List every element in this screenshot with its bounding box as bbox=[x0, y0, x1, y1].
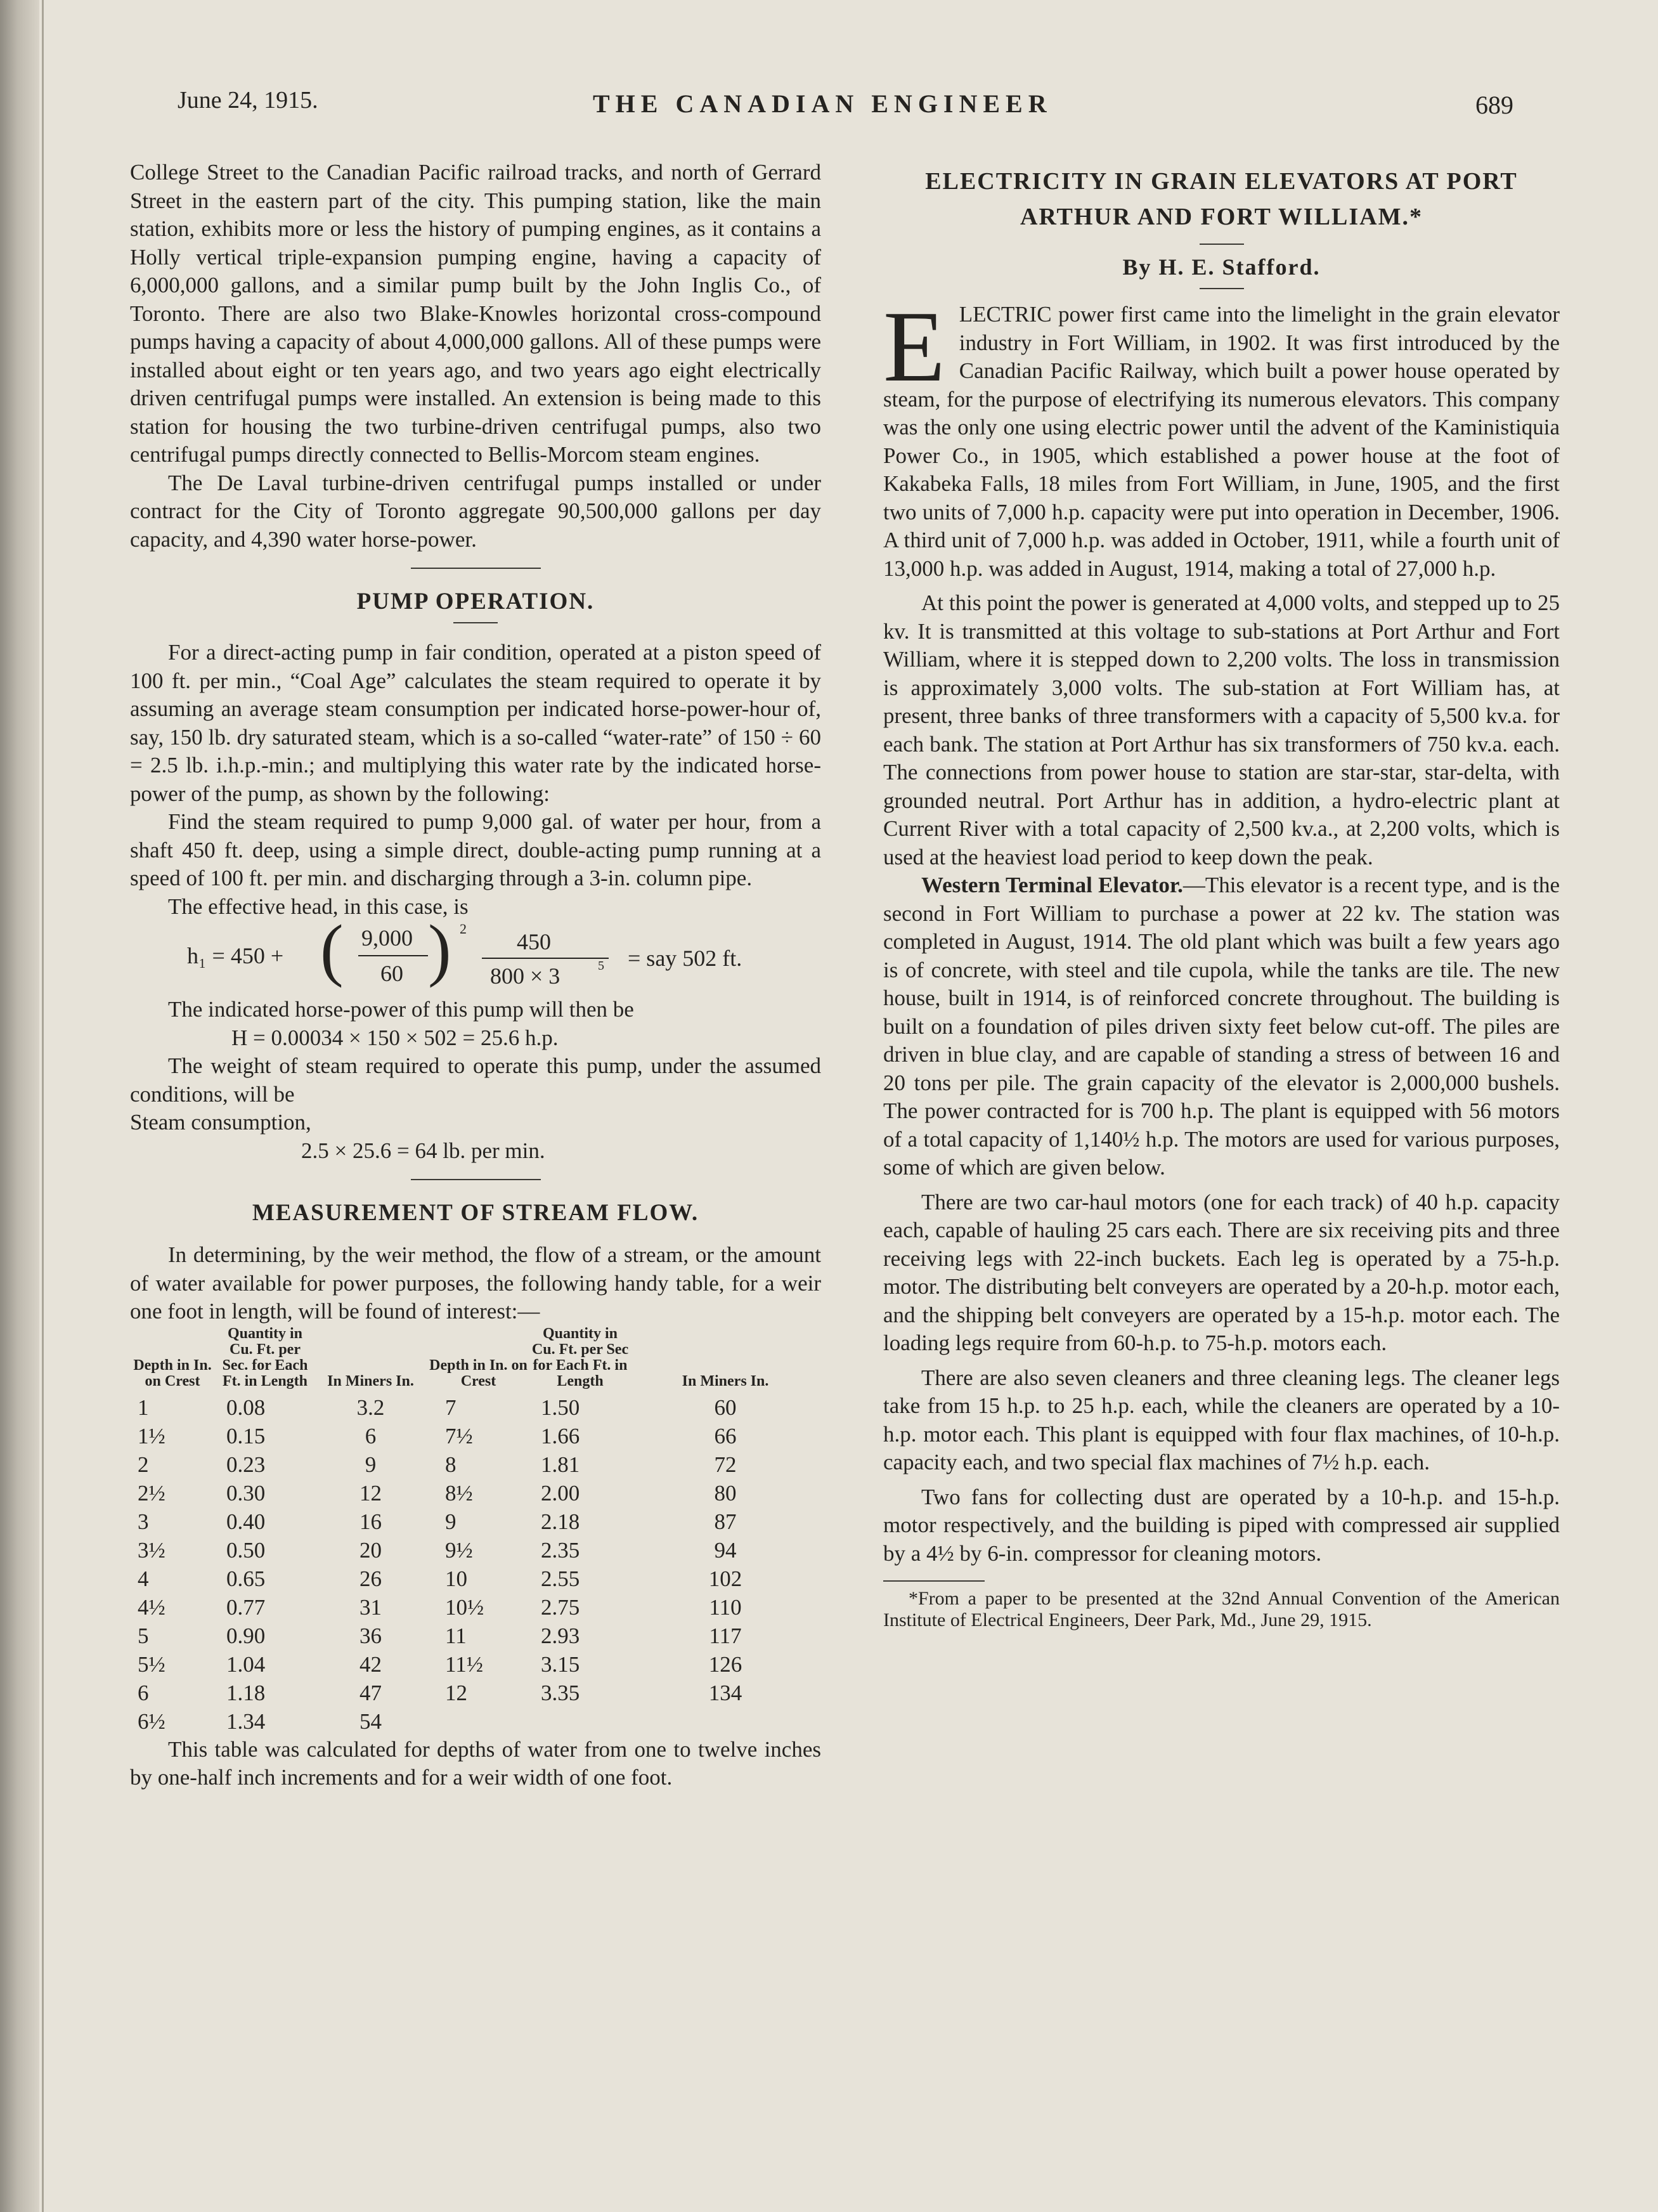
weir-table bbox=[130, 1326, 821, 1736]
cell-depth-1: 2 bbox=[138, 1452, 149, 1477]
journal-title: THE CANADIAN ENGINEER bbox=[593, 89, 1052, 118]
formula-exponent: 2 bbox=[460, 921, 467, 937]
cell-quantity-1: 0.23 bbox=[226, 1452, 266, 1477]
cell-miners-2: 80 bbox=[714, 1480, 737, 1506]
page-header bbox=[0, 81, 1658, 132]
article-paragraph-3 bbox=[883, 871, 1560, 1182]
cell-quantity-1: 0.30 bbox=[226, 1480, 266, 1506]
cell-depth-2: 7 bbox=[445, 1395, 457, 1420]
table-row bbox=[130, 1536, 821, 1565]
cell-miners-1: 20 bbox=[359, 1537, 382, 1563]
table-row bbox=[130, 1593, 821, 1622]
cell-miners-2: 60 bbox=[714, 1395, 737, 1420]
cell-miners-2: 66 bbox=[714, 1423, 737, 1448]
cell-miners-1: 54 bbox=[359, 1708, 382, 1734]
cell-quantity-2: 2.18 bbox=[541, 1509, 580, 1534]
cell-miners-2: 87 bbox=[714, 1509, 737, 1534]
table-row bbox=[130, 1650, 821, 1679]
footnote-rule bbox=[883, 1580, 985, 1582]
intro-paragraph-1: College Street to the Canadian Pacific railroad tracks, and north of Gerrard Street in the eastern part of the city. This pumping station, like the main station, exhibits more or less the history of pumping engines, as it contains a Holly vertical triple-expansion pumping engine, having a capacity of 6,000,000 gallons, and a similar pump built by the John Inglis Co., of Toronto. There are also two Blake-Knowles horizontal cross-compound pumps having a capacity of about 4,000,000 gallons. All of these pumps were installed about eight or ten years ago, and two years ago eight electrically driven centrifugal pumps were installed. An extension is being made to this station for housing the two turbine-driven centrifugal pumps, also two centrifugal pumps directly connected to Bellis-Morcom steam engines. bbox=[130, 160, 821, 467]
cell-miners-1: 3.2 bbox=[356, 1395, 385, 1420]
article-paragraph-4: There are two car-haul motors (one for each track) of 40 h.p. capacity each, capable of hauling 25 cars each. There are six receiving pits and three receiving legs with 22-inch buckets. Each leg is operated by a 75-h.p. motor. The distributing belt conveyers are operated by a 20-h.p. motor each, and the shipping belt conveyers are operated by a 15-h.p. motor each. The loading legs require from 60-h.p. to 75-h.p. motors each. bbox=[883, 1189, 1560, 1355]
col-header-quantity-1: Quantity in Cu. Ft. per Sec. for Each Ft. in Length bbox=[222, 1325, 308, 1389]
pump-paragraph-2: Find the steam required to pump 9,000 gal. of water per hour, from a shaft 450 ft. deep, using a simple direct, double-acting pump running at a speed of 100 ft. per min. and discharging through a 3-in. column pipe. bbox=[130, 809, 821, 890]
formula-frac1-num: 9,000 bbox=[361, 925, 413, 951]
col-header-depth-1: Depth in In. on Crest bbox=[133, 1356, 212, 1389]
formula-frac2-bar bbox=[482, 958, 609, 959]
formula-close-paren: ) bbox=[428, 911, 451, 988]
cell-quantity-1: 1.04 bbox=[226, 1651, 266, 1677]
cell-depth-2: 10 bbox=[445, 1566, 467, 1591]
cell-quantity-1: 0.90 bbox=[226, 1623, 266, 1648]
cell-quantity-2: 2.55 bbox=[541, 1566, 580, 1591]
weir-table-header bbox=[130, 1326, 821, 1393]
cell-depth-2: 9 bbox=[445, 1509, 457, 1534]
cell-miners-1: 12 bbox=[359, 1480, 382, 1506]
gutter-edge bbox=[42, 0, 44, 2212]
cell-depth-2: 10½ bbox=[445, 1594, 484, 1620]
formula-frac1-den: 60 bbox=[380, 961, 403, 986]
cell-depth-1: 3½ bbox=[138, 1537, 165, 1563]
formula-frac2-num: 450 bbox=[517, 929, 551, 954]
cell-quantity-2: 1.81 bbox=[541, 1452, 580, 1477]
cell-miners-1: 47 bbox=[359, 1680, 382, 1705]
cell-quantity-1: 0.08 bbox=[226, 1395, 266, 1420]
cell-depth-2: 12 bbox=[445, 1680, 467, 1705]
footnote: *From a paper to be presented at the 32nd Annual Convention of the American Institute of Electrical Engineers, Deer Park, Md., June 29, 1915. bbox=[883, 1588, 1560, 1630]
col-header-miners-1: In Miners In. bbox=[327, 1372, 414, 1389]
pump-paragraph-4: The indicated horse-power of this pump will then be bbox=[168, 997, 634, 1022]
table-row bbox=[130, 1679, 821, 1707]
cell-miners-2: 94 bbox=[714, 1537, 737, 1563]
cell-miners-2: 72 bbox=[714, 1452, 737, 1477]
cell-miners-1: 6 bbox=[365, 1423, 377, 1448]
right-column bbox=[883, 164, 1560, 1631]
drop-cap: E bbox=[883, 290, 945, 403]
cell-depth-2 bbox=[426, 1707, 531, 1736]
horsepower-equation: H = 0.00034 × 150 × 502 = 25.6 h.p. bbox=[231, 1025, 559, 1050]
table-row bbox=[130, 1393, 821, 1422]
weir-table-body bbox=[130, 1393, 821, 1736]
cell-miners-1: 26 bbox=[359, 1566, 382, 1591]
table-row bbox=[130, 1422, 821, 1450]
article-byline: By H. E. Stafford. bbox=[1122, 254, 1321, 280]
pump-paragraph-6: Steam consumption, bbox=[130, 1110, 311, 1135]
cell-depth-2: 9½ bbox=[445, 1537, 473, 1563]
cell-depth-1: 6 bbox=[138, 1680, 149, 1705]
formula-rhs: = say 502 ft. bbox=[628, 946, 742, 971]
table-row bbox=[130, 1450, 821, 1479]
article-paragraph-1 bbox=[883, 290, 1560, 583]
cell-quantity-2: 1.66 bbox=[541, 1423, 580, 1448]
cell-depth-2: 11½ bbox=[445, 1651, 483, 1677]
cell-depth-1: 4½ bbox=[138, 1594, 165, 1620]
cell-quantity-1: 1.34 bbox=[226, 1708, 266, 1734]
stream-paragraph-1: In determining, by the weir method, the flow of a stream, or the amount of water available for power purposes, the following handy table, for a weir one foot in length, will be found of interest:— bbox=[130, 1242, 821, 1324]
cell-depth-1: 1 bbox=[138, 1395, 149, 1420]
cell-depth-1: 2½ bbox=[138, 1480, 165, 1506]
cell-depth-1: 4 bbox=[138, 1566, 149, 1591]
cell-depth-1: 3 bbox=[138, 1509, 149, 1534]
article-title: ELECTRICITY IN GRAIN ELEVATORS AT PORT ARTHUR AND FORT WILLIAM.* bbox=[925, 168, 1518, 230]
stream-flow-heading: MEASUREMENT OF STREAM FLOW. bbox=[252, 1200, 699, 1226]
table-row bbox=[130, 1565, 821, 1593]
western-terminal-lead: Western Terminal Elevator. bbox=[921, 873, 1183, 897]
cell-miners-2: 102 bbox=[708, 1566, 742, 1591]
table-row bbox=[130, 1622, 821, 1650]
binding-gutter bbox=[0, 0, 39, 2212]
cell-miners-1: 31 bbox=[359, 1594, 382, 1620]
cell-miners-1: 16 bbox=[359, 1509, 382, 1534]
steam-equation: 2.5 × 25.6 = 64 lb. per min. bbox=[301, 1138, 545, 1163]
cell-quantity-2: 2.00 bbox=[541, 1480, 580, 1506]
intro-paragraph-2: The De Laval turbine-driven centrifugal pumps installed or under contract for the City of Toronto aggregate 90,500,000 gallons per day capacity, and 4,390 water horse-power. bbox=[130, 470, 821, 552]
formula-open-paren: ( bbox=[320, 911, 344, 988]
cell-quantity-2: 3.35 bbox=[541, 1680, 580, 1705]
issue-date: June 24, 1915. bbox=[178, 87, 318, 114]
cell-quantity-1: 0.40 bbox=[226, 1509, 266, 1534]
cell-depth-1: 5 bbox=[138, 1623, 149, 1648]
cell-miners-1: 9 bbox=[365, 1452, 377, 1477]
cell-quantity-1: 0.65 bbox=[226, 1566, 266, 1591]
cell-quantity-1: 0.50 bbox=[226, 1537, 266, 1563]
cell-depth-1: 5½ bbox=[138, 1651, 165, 1677]
cell-quantity-1: 0.77 bbox=[226, 1594, 266, 1620]
cell-miners-1: 36 bbox=[359, 1623, 382, 1648]
col-header-miners-2: In Miners In. bbox=[682, 1372, 769, 1389]
cell-quantity-2 bbox=[531, 1707, 630, 1736]
cell-depth-2: 7½ bbox=[445, 1423, 473, 1448]
formula-den-exponent: 5 bbox=[598, 959, 604, 973]
head-formula bbox=[130, 911, 821, 996]
cell-miners-1: 42 bbox=[359, 1651, 382, 1677]
cell-quantity-1: 0.15 bbox=[226, 1423, 266, 1448]
pump-paragraph-1: For a direct-acting pump in fair condition, operated at a piston speed of 100 ft. per min., “Coal Age” calculates the steam required to operate it by assuming an average steam consumption per indicated horse-power-hour of, say, 150 lb. dry saturated steam, which is a so-called “water-rate” of 150 ÷ 60 = 2.5 lb. i.h.p.-min.; and multiplying this water rate by the indicated horse-power of the pump, as shown by the following: bbox=[130, 640, 821, 806]
cell-depth-1: 6½ bbox=[138, 1708, 165, 1734]
formula-lhs: h₁ = 450 + bbox=[187, 943, 284, 968]
cell-depth-1: 1½ bbox=[138, 1423, 165, 1448]
table-row bbox=[130, 1507, 821, 1536]
table-row bbox=[130, 1479, 821, 1507]
article-paragraph-3-text: —This elevator is a recent type, and is the second in Fort William to purchase a power at 22 kv. The station was completed in August, 1914. The old plant which was built a few years ago is of concrete, with steel and tile cupola, while the tanks are tile. The new house, built in 1914, is of reinforced concrete throughout. The building is built on a foundation of piles driven sixty feet below cut-off. The piles are driven in blue clay, and are capable of standing a stress of between 16 and 20 tons per pile. The grain capacity of the elevator is 2,000,000 bushels. The power contracted for is 700 h.p. The plant is equipped with 56 motors of a total capacity of 1,140½ h.p. The motors are used for various purposes, some of which are given below. bbox=[883, 873, 1560, 1180]
cell-miners-2: 110 bbox=[709, 1594, 742, 1620]
col-header-depth-2: Depth in In. on Crest bbox=[429, 1356, 528, 1389]
cell-miners-2 bbox=[630, 1707, 821, 1736]
table-row bbox=[130, 1707, 821, 1736]
pump-paragraph-3: The effective head, in this case, is bbox=[168, 894, 469, 919]
cell-depth-2: 11 bbox=[445, 1623, 467, 1648]
stream-paragraph-2: This table was calculated for depths of water from one to twelve inches by one-half inch increments and for a weir width of one foot. bbox=[130, 1736, 821, 1790]
cell-miners-2: 126 bbox=[708, 1651, 742, 1677]
formula-frac2-den: 800 × 3 bbox=[490, 963, 560, 989]
pump-operation-heading: PUMP OPERATION. bbox=[356, 589, 595, 615]
cell-quantity-2: 2.75 bbox=[541, 1594, 580, 1620]
cell-miners-2: 134 bbox=[708, 1680, 742, 1705]
pump-paragraph-5: The weight of steam required to operate this pump, under the assumed conditions, will be bbox=[130, 1053, 821, 1107]
cell-depth-2: 8½ bbox=[445, 1480, 473, 1506]
article-paragraph-1-text: LECTRIC power first came into the limelight in the grain elevator industry in Fort William, in 1902. It was first introduced by the Canadian Pacific Railway, which built a power house operated by steam, for the purpose of electrifying its numerous elevators. This company was the only one using electric power until the advent of the Kaministiquia Power Co., in 1905, which established a power house at the foot of Kakabeka Falls, 18 miles from Fort William, in June, 1905, and the first two units of 7,000 h.p. capacity were put into operation in December, 1906. A third unit of 7,000 h.p. was added in October, 1911, while a fourth unit of 13,000 h.p. was added in August, 1914, making a total of 27,000 h.p. bbox=[883, 302, 1560, 581]
article-paragraph-5: There are also seven cleaners and three cleaning legs. The cleaner legs take from 15 h.p. to 25 h.p. each, while the cleaners are operated by a 10-h.p. motor each. This plant is equipped with four flax machines, of 10-h.p. capacity each, and two special flax machines of 7½ h.p. each. bbox=[883, 1365, 1560, 1474]
page-number: 689 bbox=[1475, 91, 1513, 119]
cell-quantity-2: 2.35 bbox=[541, 1537, 580, 1563]
col-header-quantity-2: Quantity in Cu. Ft. per Sec for Each Ft. in Length bbox=[531, 1325, 629, 1389]
cell-quantity-1: 1.18 bbox=[226, 1680, 266, 1705]
cell-quantity-2: 1.50 bbox=[541, 1395, 580, 1420]
cell-quantity-2: 2.93 bbox=[541, 1623, 580, 1648]
left-column bbox=[130, 159, 821, 1792]
article-paragraph-6: Two fans for collecting dust are operated by a 10-h.p. and 15-h.p. motor respectively, and the building is piped with compressed air supplied by a 4½ by 6-in. compressor for cleaning motors. bbox=[883, 1484, 1560, 1566]
cell-miners-2: 117 bbox=[709, 1623, 742, 1648]
article-paragraph-2: At this point the power is generated at 4,000 volts, and stepped up to 25 kv. It is transmitted at this voltage to sub-stations at Port Arthur and Fort William, where it is stepped down to 2,200 volts. The loss in transmission is approximately 3,000 volts. The sub-station at Fort William has, at present, three banks of three transformers with a capacity of 5,500 kv.a. for each bank. The station at Port Arthur has six transformers of 750 kv.a. each. The connections from power house to station are star-star, star-delta, with grounded neutral. Port Arthur has in addition, a hydro-electric plant at Current River with a total capacity of 2,500 kv.a., at 2,200 volts, which is used at the heaviest load period to keep down the peak. bbox=[883, 590, 1560, 869]
cell-depth-2: 8 bbox=[445, 1452, 457, 1477]
formula-frac1-bar bbox=[358, 955, 428, 956]
cell-quantity-2: 3.15 bbox=[541, 1651, 580, 1677]
